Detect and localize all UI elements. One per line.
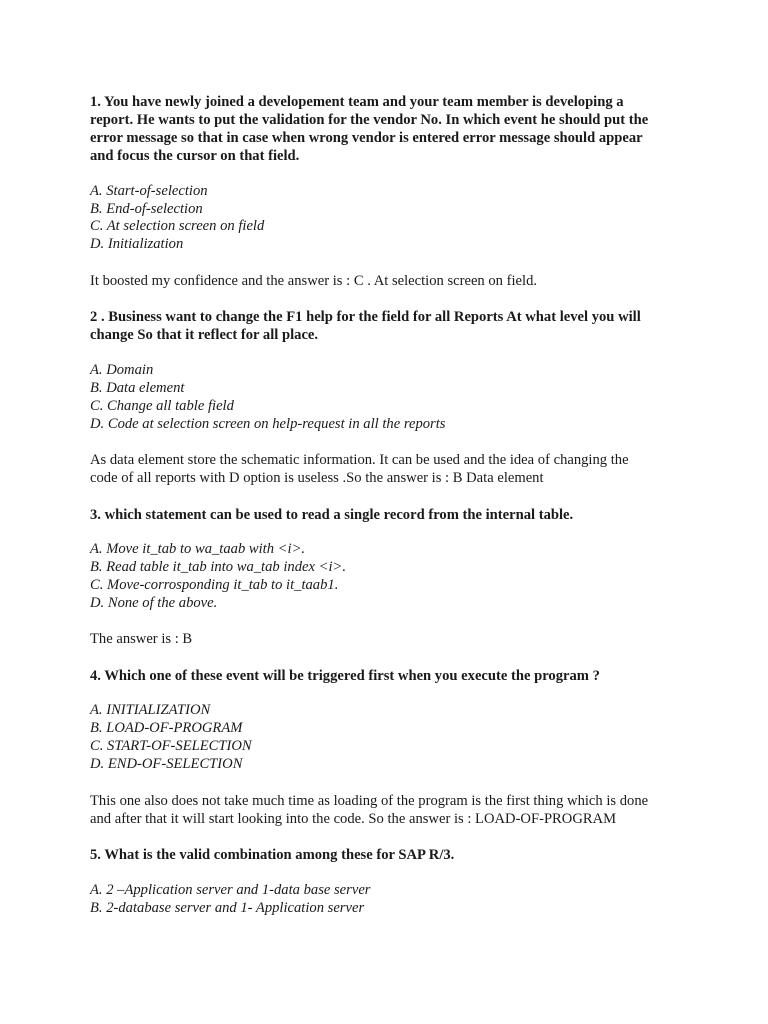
question-3-option-b: B. Read table it_tab into wa_tab index <i>.: [90, 559, 347, 575]
question-2-option-d: D. Code at selection screen on help-request in all the reports: [90, 416, 446, 432]
question-4-option-d: D. END-OF-SELECTION: [90, 756, 243, 772]
question-1-line-4: and focus the cursor on that field.: [90, 148, 300, 164]
question-2-line-2: change So that it reflect for all place.: [90, 327, 319, 343]
question-3-line-1: 3. which statement can be used to read a single record from the internal table.: [90, 507, 574, 523]
question-2-option-a: A. Domain: [90, 362, 154, 378]
question-5-option-a: A. 2 –Application server and 1-data base server: [90, 882, 371, 898]
question-1-line-3: error message so that in case when wrong vendor is entered error message should appear: [90, 130, 643, 146]
question-2-answer-line-1: As data element store the schematic information. It can be used and the idea of changing the: [90, 452, 629, 468]
question-3-option-d: D. None of the above.: [90, 595, 218, 611]
question-1-option-c: C. At selection screen on field: [90, 218, 265, 234]
question-1-option-b: B. End-of-selection: [90, 201, 203, 217]
question-2-answer-line-2: code of all reports with D option is useless .So the answer is : B Data element: [90, 470, 544, 486]
question-4-answer-line-2: and after that it will start looking into the code. So the answer is : LOAD-OF-PROGRAM: [90, 811, 617, 827]
question-1-option-a: A. Start-of-selection: [90, 183, 208, 199]
question-4-option-c: C. START-OF-SELECTION: [90, 738, 252, 754]
question-1-line-2: report. He wants to put the validation for the vendor No. In which event he should put the: [90, 112, 649, 128]
question-2-line-1: 2 . Business want to change the F1 help for the field for all Reports At what level you will: [90, 309, 641, 325]
question-4-option-b: B. LOAD-OF-PROGRAM: [90, 720, 243, 736]
question-5-option-b: B. 2-database server and 1- Application server: [90, 900, 365, 916]
question-2-option-b: B. Data element: [90, 380, 185, 396]
question-3-option-c: C. Move-corrosponding it_tab to it_taab1.: [90, 577, 339, 593]
question-5-line-1: 5. What is the valid combination among these for SAP R/3.: [90, 847, 455, 863]
question-1-answer: It boosted my confidence and the answer is : C . At selection screen on field.: [90, 273, 538, 289]
question-4-option-a: A. INITIALIZATION: [90, 702, 211, 718]
question-2-option-c: C. Change all table field: [90, 398, 234, 414]
question-1-line-1: 1. You have newly joined a developement team and your team member is developing a: [90, 94, 624, 110]
question-3-option-a: A. Move it_tab to wa_taab with <i>.: [90, 541, 306, 557]
question-1-option-d: D. Initialization: [90, 236, 184, 252]
question-4-line-1: 4. Which one of these event will be triggered first when you execute the program ?: [90, 668, 600, 684]
question-4-answer-line-1: This one also does not take much time as loading of the program is the first thing which is done: [90, 793, 649, 809]
question-3-answer: The answer is : B: [90, 631, 193, 647]
